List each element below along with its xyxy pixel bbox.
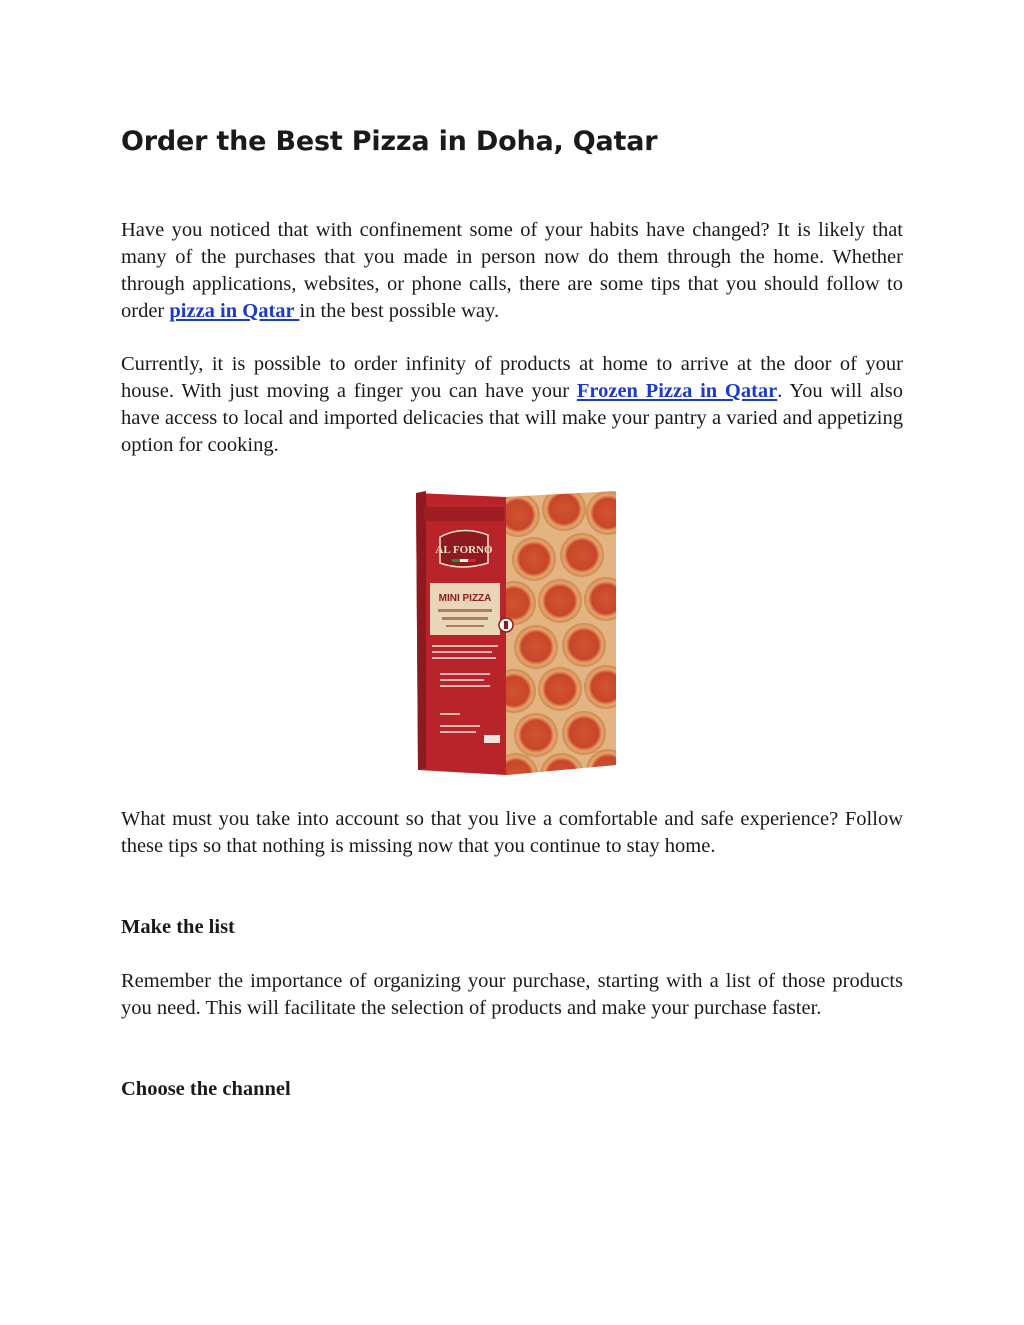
brand-logo — [435, 530, 493, 567]
paragraph-ordering — [121, 351, 903, 459]
section-heading-choose-channel: Choose the channel — [121, 1078, 291, 1100]
paragraph-text: in the best possible way. — [299, 300, 500, 322]
product-image — [396, 485, 620, 780]
pizza-in-qatar-link[interactable]: pizza in Qatar — [169, 300, 300, 322]
product-name: MINI PIZZA — [438, 593, 492, 604]
paragraph-text: Currently, it is possible to order infinity of products at home to arrive at the door of your house. With just moving a finger you can have your — [121, 353, 903, 402]
frozen-pizza-link[interactable]: Frozen Pizza in Qatar — [576, 380, 778, 402]
page-title: Order the Best Pizza in Doha, Qatar — [121, 126, 658, 157]
brand-name: AL FORNO — [435, 544, 493, 556]
paragraph-text: . You will also have access to local and imported delicacies that will make your pantry a varied and appetizing option for cooking. — [121, 380, 904, 456]
section-heading-make-list: Make the list — [121, 916, 235, 938]
paragraph-text: Have you noticed that with confinement some of your habits have changed? It is likely that many of the purchases that you made in person now do them through the home. Whether through applications, websites, or phone calls, there are some tips that you should follow to order — [121, 219, 903, 322]
paragraph-intro — [121, 217, 903, 325]
paragraph-make-list: Remember the importance of organizing your purchase, starting with a list of those products you need. This will facilitate the selection of products and make your purchase faster. — [121, 970, 903, 1019]
paragraph-tips-intro: What must you take into account so that you live a comfortable and safe experience? Follow these tips so that nothing is missing now that you continue to stay home. — [121, 808, 903, 857]
